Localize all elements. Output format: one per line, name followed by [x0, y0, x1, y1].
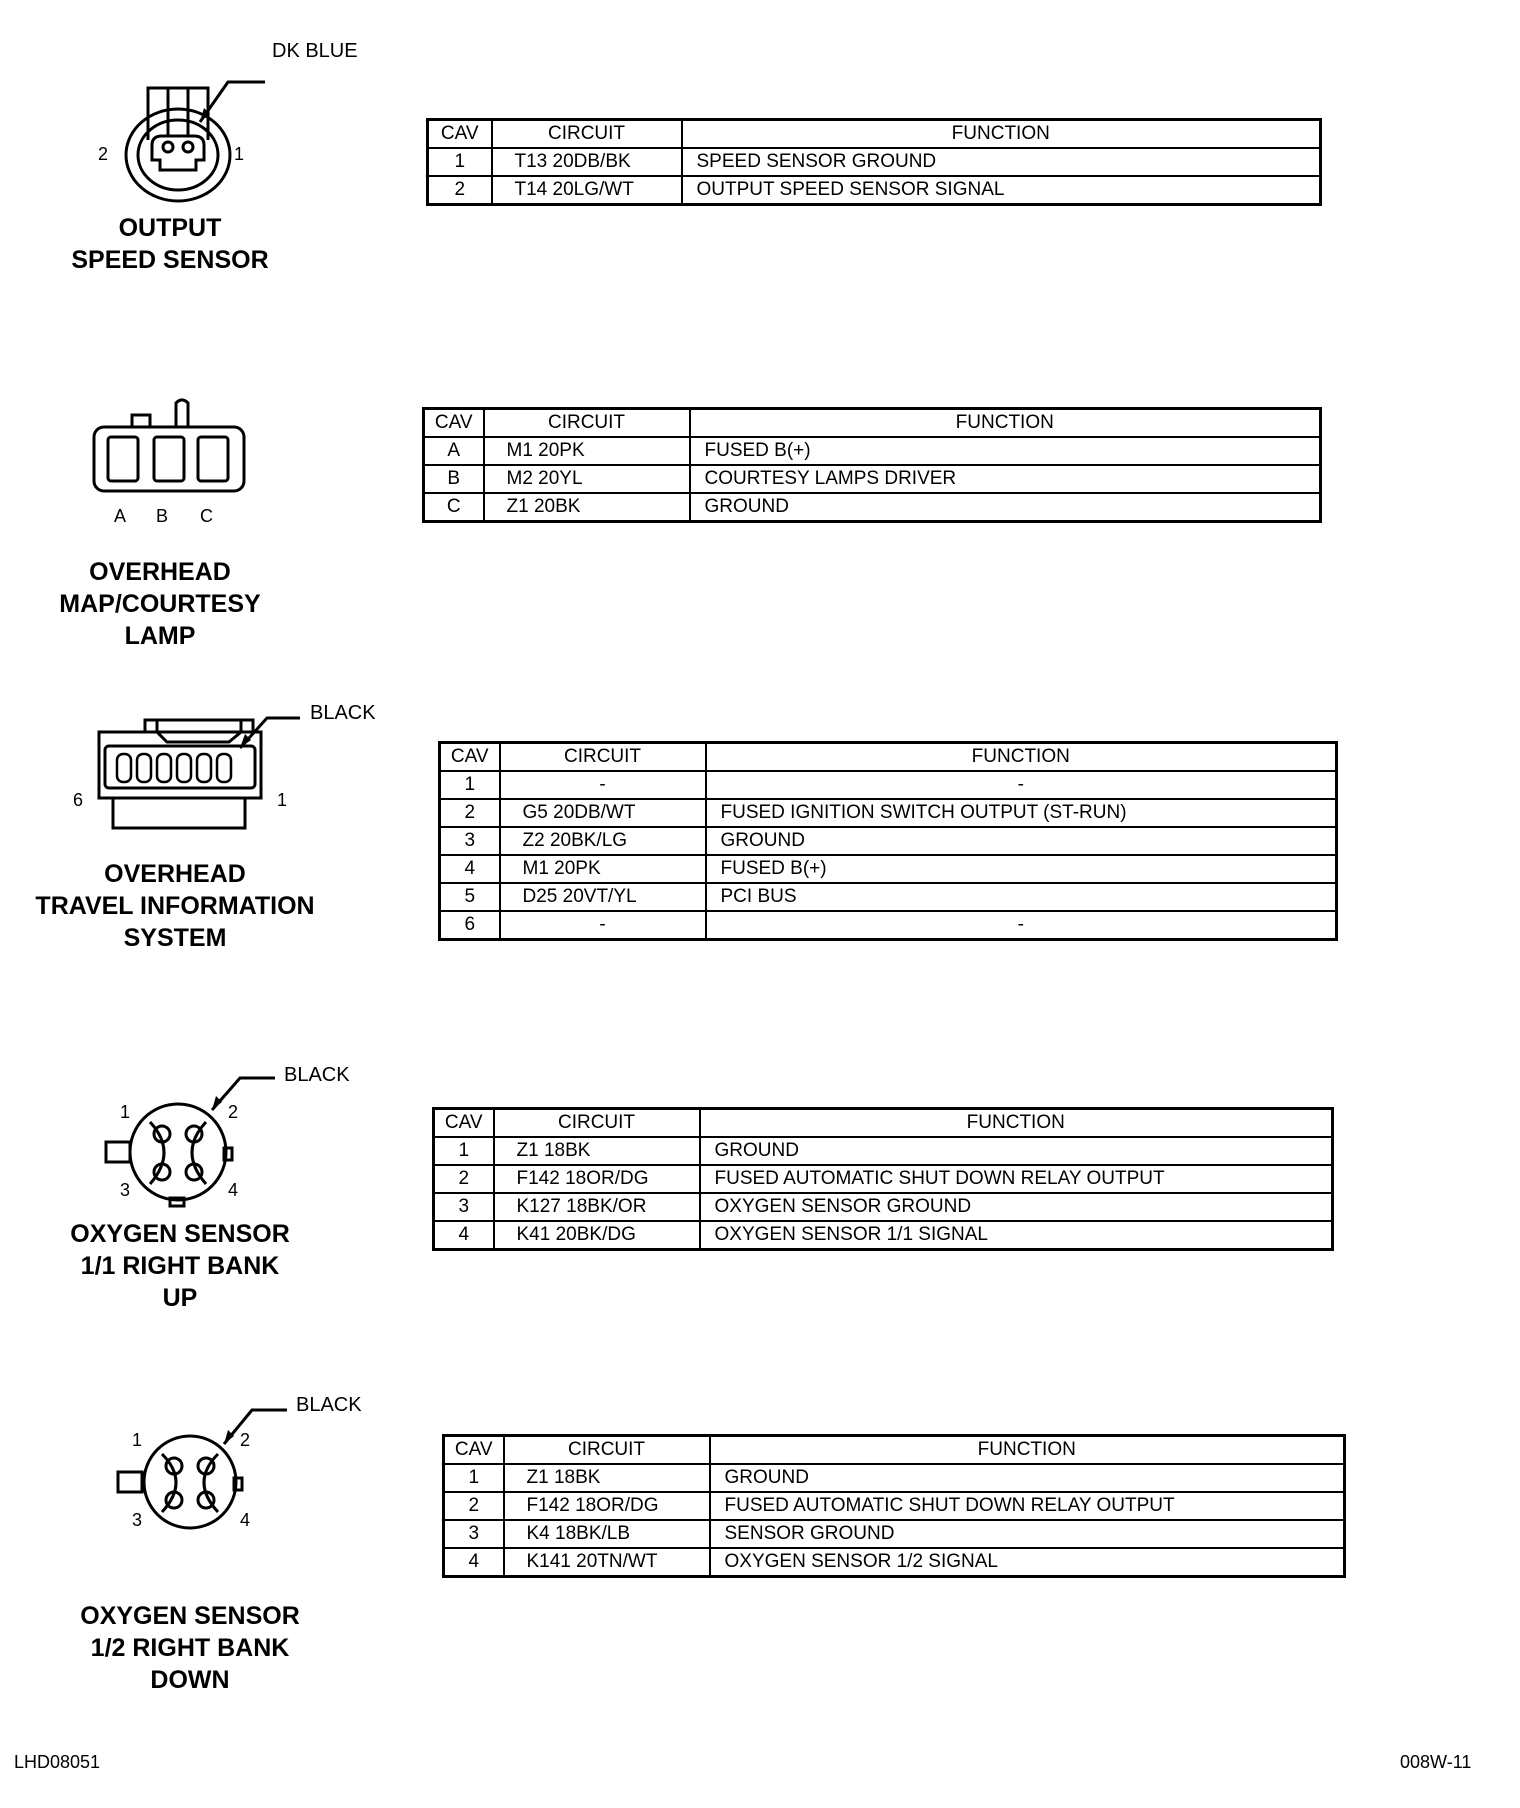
cav-cell: 1 [444, 1464, 504, 1492]
function-cell: OXYGEN SENSOR 1/2 SIGNAL [710, 1548, 1345, 1577]
table-row [434, 1165, 1333, 1193]
output-speed-sensor-pin-2: 2 [98, 144, 109, 164]
cav-cell: 4 [440, 855, 500, 883]
oxygen-sensor-1-1-caption: OXYGEN SENSOR 1/1 RIGHT BANK UP [70, 1220, 290, 1312]
cav-cell: 5 [440, 883, 500, 911]
circuit-cell: Z2 20BK/LG [500, 827, 706, 855]
function-cell: GROUND [700, 1137, 1333, 1165]
circuit-cell: M1 20PK [484, 437, 690, 465]
function-cell: OXYGEN SENSOR 1/1 SIGNAL [700, 1221, 1333, 1250]
cav-cell: 3 [434, 1193, 494, 1221]
header-cav: CAV [440, 743, 500, 772]
header-function: FUNCTION [690, 409, 1321, 438]
function-cell: FUSED AUTOMATIC SHUT DOWN RELAY OUTPUT [700, 1165, 1333, 1193]
overhead-travel-color-callout: BLACK [310, 702, 376, 724]
circuit-cell: T13 20DB/BK [492, 148, 682, 176]
table-row [434, 1193, 1333, 1221]
function-cell: COURTESY LAMPS DRIVER [690, 465, 1321, 493]
output-speed-sensor-pin-1: 1 [234, 144, 245, 164]
overhead-lamp-pin-a: A [114, 506, 127, 526]
header-circuit: CIRCUIT [492, 120, 682, 149]
cav-cell: 3 [440, 827, 500, 855]
table-row [440, 827, 1337, 855]
table-row [424, 437, 1321, 465]
function-cell: SENSOR GROUND [710, 1520, 1345, 1548]
circuit-cell: K41 20BK/DG [494, 1221, 700, 1250]
circuit-cell: K141 20TN/WT [504, 1548, 710, 1577]
cav-cell: 2 [444, 1492, 504, 1520]
oxygen-sensor-1-1-pin-4: 4 [228, 1180, 239, 1200]
oxygen-sensor-1-2-pin-2: 2 [240, 1430, 251, 1450]
cav-cell: 1 [440, 771, 500, 799]
table-row [444, 1520, 1345, 1548]
overhead-travel-pin-6: 6 [73, 790, 84, 810]
overhead-lamp-table [422, 407, 1322, 523]
header-circuit: CIRCUIT [494, 1109, 700, 1138]
table-row [440, 799, 1337, 827]
function-cell: OUTPUT SPEED SENSOR SIGNAL [682, 176, 1321, 205]
table-header-row [444, 1436, 1345, 1465]
circuit-cell: K127 18BK/OR [494, 1193, 700, 1221]
header-cav: CAV [434, 1109, 494, 1138]
function-cell: FUSED B(+) [690, 437, 1321, 465]
header-function: FUNCTION [700, 1109, 1333, 1138]
circuit-cell: K4 18BK/LB [504, 1520, 710, 1548]
header-cav: CAV [424, 409, 484, 438]
overhead-travel-pin-1: 1 [277, 790, 288, 810]
table-row [428, 176, 1321, 205]
table-row [424, 493, 1321, 522]
function-cell: PCI BUS [706, 883, 1337, 911]
output-speed-sensor-caption: OUTPUT SPEED SENSOR [71, 214, 269, 274]
oxygen-sensor-1-1-color-callout: BLACK [284, 1064, 350, 1086]
table-header-row [428, 120, 1321, 149]
oxygen-sensor-1-1-table [432, 1107, 1334, 1251]
overhead-lamp-caption: OVERHEAD MAP/COURTESY LAMP [59, 558, 261, 650]
circuit-cell: F142 18OR/DG [494, 1165, 700, 1193]
cav-cell: 2 [440, 799, 500, 827]
header-function: FUNCTION [682, 120, 1321, 149]
overhead-lamp-pin-c: C [200, 506, 213, 526]
table-row [424, 465, 1321, 493]
oxygen-sensor-1-1-pin-1: 1 [120, 1102, 131, 1122]
cav-cell: 2 [428, 176, 492, 205]
oxygen-sensor-1-2-color-callout: BLACK [296, 1394, 362, 1416]
footer-left-code: LHD08051 [14, 1752, 101, 1772]
cav-cell: 2 [434, 1165, 494, 1193]
table-row [434, 1221, 1333, 1250]
function-cell: - [706, 771, 1337, 799]
overhead-travel-table [438, 741, 1338, 941]
circuit-cell: Z1 20BK [484, 493, 690, 522]
function-cell: FUSED IGNITION SWITCH OUTPUT (ST-RUN) [706, 799, 1337, 827]
circuit-cell: D25 20VT/YL [500, 883, 706, 911]
circuit-cell: Z1 18BK [494, 1137, 700, 1165]
cav-cell: 6 [440, 911, 500, 940]
output-speed-sensor-color-callout: DK BLUE [272, 40, 358, 62]
table-header-row [434, 1109, 1333, 1138]
circuit-cell: F142 18OR/DG [504, 1492, 710, 1520]
table-row [444, 1464, 1345, 1492]
table-row [428, 148, 1321, 176]
oxygen-sensor-1-2-table [442, 1434, 1346, 1578]
circuit-cell: - [500, 771, 706, 799]
overhead-travel-caption: OVERHEAD TRAVEL INFORMATION SYSTEM [35, 860, 315, 952]
function-cell: FUSED AUTOMATIC SHUT DOWN RELAY OUTPUT [710, 1492, 1345, 1520]
table-row [440, 911, 1337, 940]
footer-right-code: 008W-11 [1400, 1752, 1472, 1772]
cav-cell: 1 [434, 1137, 494, 1165]
header-cav: CAV [444, 1436, 504, 1465]
circuit-cell: G5 20DB/WT [500, 799, 706, 827]
header-cav: CAV [428, 120, 492, 149]
table-row [440, 771, 1337, 799]
cav-cell: 4 [434, 1221, 494, 1250]
table-header-row [440, 743, 1337, 772]
overhead-lamp-connector-icon [88, 395, 258, 505]
header-circuit: CIRCUIT [484, 409, 690, 438]
circuit-cell: M1 20PK [500, 855, 706, 883]
circuit-cell: - [500, 911, 706, 940]
oxygen-sensor-1-2-pin-3: 3 [132, 1510, 143, 1530]
table-row [444, 1492, 1345, 1520]
cav-cell: A [424, 437, 484, 465]
circuit-cell: Z1 18BK [504, 1464, 710, 1492]
header-circuit: CIRCUIT [504, 1436, 710, 1465]
circuit-cell: M2 20YL [484, 465, 690, 493]
table-row [444, 1548, 1345, 1577]
function-cell: GROUND [706, 827, 1337, 855]
table-row [440, 855, 1337, 883]
cav-cell: 1 [428, 148, 492, 176]
cav-cell: 4 [444, 1548, 504, 1577]
table-row [440, 883, 1337, 911]
header-function: FUNCTION [710, 1436, 1345, 1465]
cav-cell: B [424, 465, 484, 493]
header-circuit: CIRCUIT [500, 743, 706, 772]
circuit-cell: T14 20LG/WT [492, 176, 682, 205]
oxygen-sensor-1-2-pin-1: 1 [132, 1430, 143, 1450]
table-header-row [424, 409, 1321, 438]
overhead-travel-connector-icon [95, 700, 335, 850]
cav-cell: C [424, 493, 484, 522]
table-row [434, 1137, 1333, 1165]
function-cell: OXYGEN SENSOR GROUND [700, 1193, 1333, 1221]
output-speed-sensor-table [426, 118, 1322, 206]
header-function: FUNCTION [706, 743, 1337, 772]
function-cell: GROUND [710, 1464, 1345, 1492]
overhead-lamp-pin-b: B [156, 506, 169, 526]
oxygen-sensor-1-1-pin-2: 2 [228, 1102, 239, 1122]
function-cell: SPEED SENSOR GROUND [682, 148, 1321, 176]
function-cell: GROUND [690, 493, 1321, 522]
oxygen-sensor-1-2-caption: OXYGEN SENSOR 1/2 RIGHT BANK DOWN [80, 1602, 300, 1694]
oxygen-sensor-1-2-pin-4: 4 [240, 1510, 251, 1530]
function-cell: - [706, 911, 1337, 940]
function-cell: FUSED B(+) [706, 855, 1337, 883]
oxygen-sensor-1-1-pin-3: 3 [120, 1180, 131, 1200]
cav-cell: 3 [444, 1520, 504, 1548]
